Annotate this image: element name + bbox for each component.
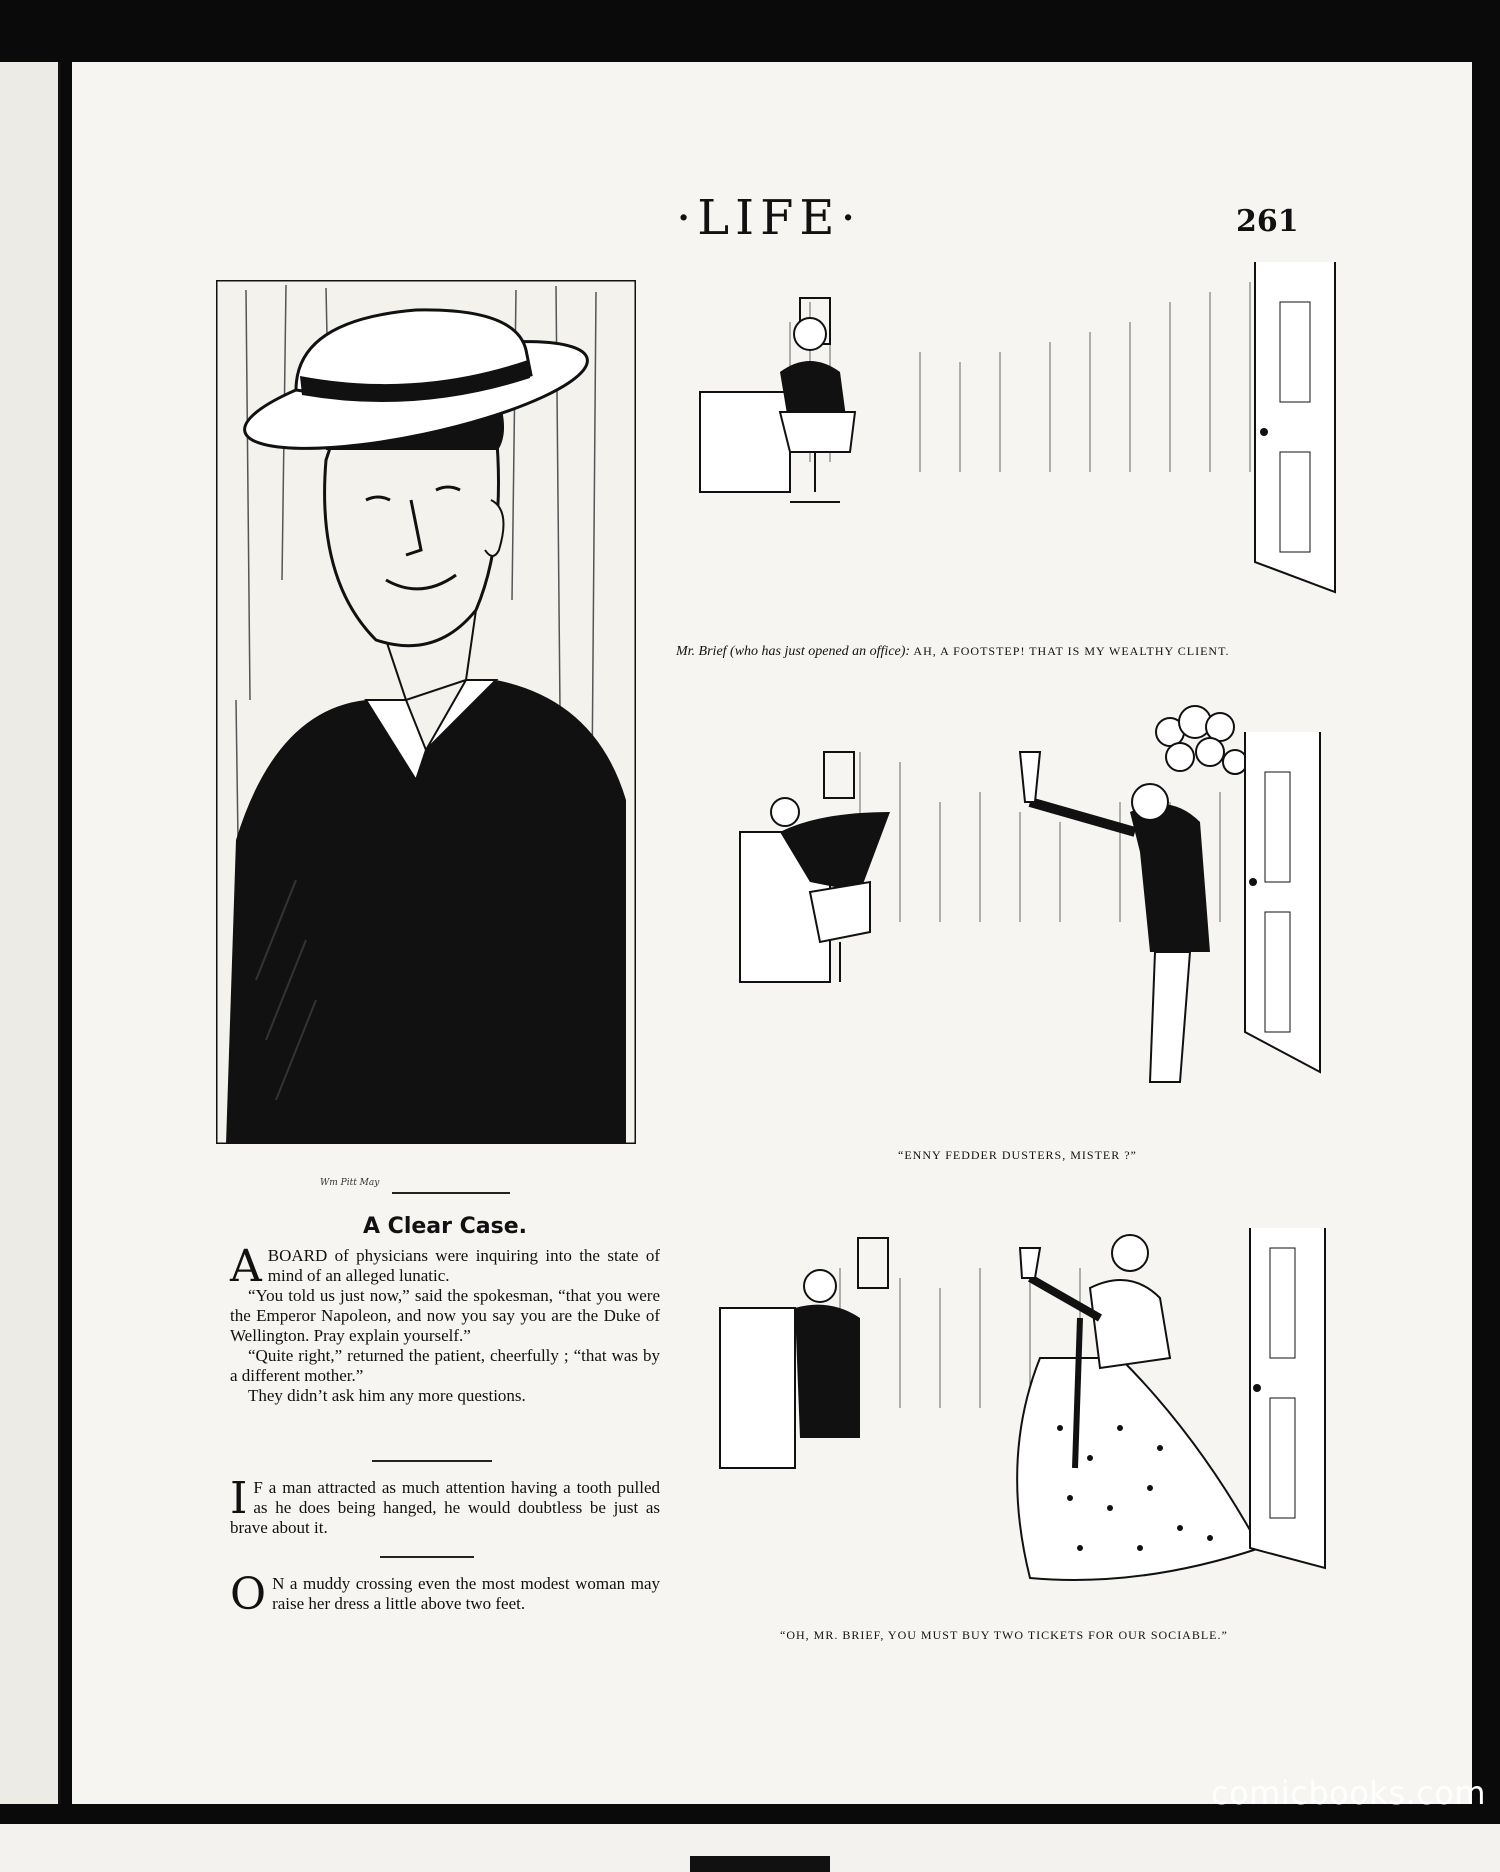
portrait-illustration	[216, 280, 636, 1144]
cartoon-panel-2	[700, 692, 1360, 1122]
door	[1255, 262, 1335, 592]
section-divider	[380, 1556, 474, 1558]
next-page-masthead-fragment	[690, 1856, 830, 1872]
page-number: 261	[1236, 204, 1299, 239]
artist-signature: Wm Pitt May	[320, 1178, 380, 1188]
section-divider	[372, 1460, 492, 1462]
joke-2-text: N a muddy crossing even the most modest woman may raise her dress a little above two feet.	[272, 1574, 660, 1613]
facing-page-edge	[0, 62, 61, 1804]
office-chair	[780, 412, 855, 502]
desk	[720, 1308, 795, 1468]
door	[1245, 732, 1320, 1072]
article-paragraph-1: BOARD of physicians were inquiring into the state of mind of an alleged lunatic.	[267, 1246, 660, 1285]
drop-cap: O	[230, 1569, 267, 1620]
desk	[700, 392, 790, 492]
picture-frame	[824, 752, 854, 798]
article-paragraph-4: They didn’t ask him any more questions.	[248, 1386, 526, 1405]
cartoon-panel-3	[700, 1208, 1360, 1608]
clerk-body	[795, 1305, 860, 1438]
woman-head	[1112, 1235, 1148, 1271]
wall-hatching	[790, 282, 1250, 472]
article-paragraph-3: “Quite right,” returned the patient, cheerfully ; “that was by a different mother.”	[230, 1346, 660, 1385]
clerk-head	[794, 318, 826, 350]
cartoon-caption-3: “OH, MR. BRIEF, YOU MUST BUY TWO TICKETS FOR OUR SOCIABLE.”	[780, 1628, 1228, 1642]
cartoon-panel-1	[680, 262, 1360, 632]
tickets	[1020, 1248, 1040, 1278]
clerk-head	[804, 1270, 836, 1302]
drop-cap: A	[230, 1241, 262, 1292]
picture-frame	[858, 1238, 888, 1288]
caption-1-speaker: Mr. Brief (who has just opened an office):	[676, 644, 911, 659]
masthead: ·LIFE·	[676, 190, 862, 246]
joke-2	[230, 1569, 660, 1620]
woman-arm	[1030, 1278, 1100, 1318]
clerk-head	[771, 798, 799, 826]
section-divider	[392, 1192, 510, 1194]
cartoon-caption-1	[676, 644, 1230, 660]
watermark: comicbooks.com	[1210, 1774, 1486, 1812]
next-page-strip	[0, 1824, 1500, 1872]
article-title: A Clear Case.	[362, 1214, 527, 1239]
duster-held	[1020, 752, 1040, 802]
article-paragraph-2: “You told us just now,” said the spokesman, “that you were the Emperor Napoleon, and now you say you are the Duke of Wellington. Pray explain yourself.”	[230, 1286, 660, 1345]
feather-dusters	[1156, 706, 1247, 774]
peddler-arm	[1030, 802, 1135, 832]
woman-bodice	[1090, 1280, 1170, 1368]
joke-1	[230, 1473, 660, 1538]
cartoon-caption-2: “ENNY FEDDER DUSTERS, MISTER ?”	[898, 1148, 1137, 1162]
peddler-body	[1130, 804, 1210, 952]
drop-cap: I	[230, 1473, 248, 1524]
peddler-legs	[1150, 952, 1190, 1082]
caption-1-text: AH, A FOOTSTEP! THAT IS MY WEALTHY CLIENT.	[913, 644, 1230, 658]
joke-1-text: F a man attracted as much attention having a tooth pulled as he does being hanged, he would doubtless be just as brave about it.	[230, 1478, 660, 1537]
peddler-head	[1132, 784, 1168, 820]
article-body	[230, 1241, 660, 1406]
